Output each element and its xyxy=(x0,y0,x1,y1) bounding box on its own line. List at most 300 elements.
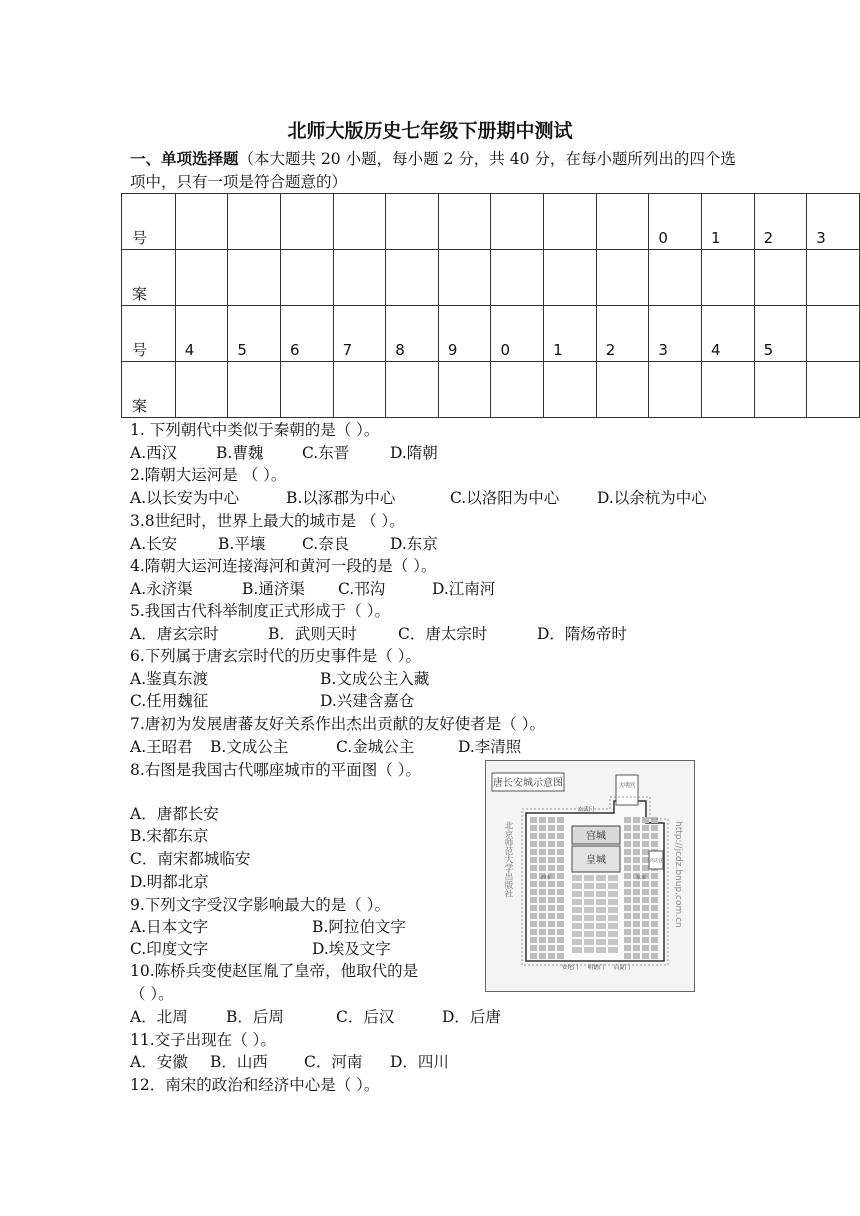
map-ward-block xyxy=(642,945,649,951)
map-ward-block xyxy=(596,899,606,905)
map-ward-block xyxy=(557,873,564,879)
map-label-west-market: 西市 xyxy=(541,875,552,881)
map-ward-block xyxy=(633,841,640,847)
map-ward-block xyxy=(530,817,537,823)
map-ward-block xyxy=(596,947,606,953)
map-ward-block xyxy=(572,899,582,905)
map-ward-block xyxy=(642,817,649,823)
q9-option-d: D.埃及文字 xyxy=(312,940,391,958)
q1-option-b: B.曹魏 xyxy=(216,444,264,462)
map-label-imperial-city: 皇城 xyxy=(586,855,606,866)
answer-table-cell xyxy=(807,362,860,418)
q8-option-d: D.明都北京 xyxy=(130,873,209,891)
map-ward-block xyxy=(608,875,618,881)
map-ward-block xyxy=(633,833,640,839)
map-ward-block xyxy=(548,897,555,903)
map-ward-block xyxy=(539,889,546,895)
q6-option-a: A.鉴真东渡 xyxy=(130,670,209,688)
map-ward-block xyxy=(633,905,640,911)
map-ward-block xyxy=(651,897,658,903)
map-ward-block xyxy=(608,883,618,889)
answer-table-cell xyxy=(491,250,544,306)
map-ward-block xyxy=(548,913,555,919)
map-ward-block xyxy=(530,921,537,927)
q5-option-d: D．隋炀帝时 xyxy=(537,625,627,643)
map-ward-block xyxy=(608,915,618,921)
map-ward-block xyxy=(596,891,606,897)
map-ward-block xyxy=(642,953,649,959)
answer-table-row xyxy=(122,194,860,250)
q5-option-c: C．唐太宗时 xyxy=(398,625,488,643)
page-title: 北师大版历史七年级下册期中测试 xyxy=(287,120,573,142)
map-ward-block xyxy=(633,897,640,903)
question-4: 4.隋朝大运河连接海河和黄河一段的是（ ）。 xyxy=(130,557,437,575)
map-ward-block xyxy=(584,907,594,913)
q1-option-c: C.东晋 xyxy=(302,444,350,462)
map-ward-block xyxy=(633,937,640,943)
map-ward-block xyxy=(557,833,564,839)
map-ward-block xyxy=(557,849,564,855)
map-ward-block xyxy=(548,953,555,959)
q4-option-d: D.江南河 xyxy=(432,580,496,598)
map-ward-block xyxy=(557,817,564,823)
question-8: 8.右图是我国古代哪座城市的平面图（ ）。 xyxy=(130,761,421,779)
map-ward-block xyxy=(624,953,631,959)
map-ward-block xyxy=(539,857,546,863)
question-2: 2.隋朝大运河是 （ ）。 xyxy=(130,466,287,484)
map-ward-block xyxy=(642,841,649,847)
map-ward-block xyxy=(557,841,564,847)
map-ward-block xyxy=(572,915,582,921)
map-ward-block xyxy=(572,931,582,937)
map-ward-block xyxy=(548,937,555,943)
map-ward-block xyxy=(548,857,555,863)
map-ward-block xyxy=(608,891,618,897)
q3-option-d: D.东京 xyxy=(390,535,438,553)
q1-option-a: A.西汉 xyxy=(130,444,178,462)
answer-table-cell: 2 xyxy=(596,306,649,362)
map-label-palace-city: 宫城 xyxy=(586,831,606,842)
q9-option-a: A.日本文字 xyxy=(130,918,209,936)
map-ward-block xyxy=(548,921,555,927)
q4-option-c: C.邗沟 xyxy=(338,580,386,598)
map-ward-block xyxy=(584,915,594,921)
map-ward-block xyxy=(530,849,537,855)
q11-option-a: A．安徽 xyxy=(130,1053,188,1071)
changan-map-figure xyxy=(485,760,695,992)
question-11: 11.交子出现在（ ）。 xyxy=(130,1031,276,1049)
answer-table-cell: 5 xyxy=(228,306,281,362)
answer-table-cell xyxy=(280,250,333,306)
map-ward-block xyxy=(548,889,555,895)
q2-option-b: B.以涿郡为中心 xyxy=(286,489,396,507)
map-ward-block xyxy=(608,899,618,905)
map-ward-block xyxy=(530,905,537,911)
map-ward-block xyxy=(539,913,546,919)
q11-option-d: D．四川 xyxy=(390,1053,449,1071)
map-ward-block xyxy=(530,873,537,879)
map-ward-block xyxy=(539,945,546,951)
map-ward-block xyxy=(539,897,546,903)
answer-table-cell xyxy=(175,194,228,250)
map-ward-block xyxy=(539,905,546,911)
answer-table-cell xyxy=(228,250,281,306)
q7-option-b: B.文成公主 xyxy=(210,738,289,756)
map-ward-block xyxy=(557,897,564,903)
map-ward-block xyxy=(624,897,631,903)
map-ward-block xyxy=(557,905,564,911)
answer-table-row-label: 案 xyxy=(122,362,176,418)
map-ward-block xyxy=(596,907,606,913)
map-ward-block xyxy=(642,881,649,887)
map-ward-block xyxy=(584,947,594,953)
map-ward-block xyxy=(633,929,640,935)
map-ward-block xyxy=(572,939,582,945)
answer-table-cell: 7 xyxy=(333,306,386,362)
map-ward-block xyxy=(530,929,537,935)
answer-table-cell: 3 xyxy=(649,306,702,362)
q10-option-d: D．后唐 xyxy=(442,1008,501,1026)
map-ward-block xyxy=(539,825,546,831)
answer-table-cell xyxy=(807,306,860,362)
map-ward-block xyxy=(596,939,606,945)
answer-table-row xyxy=(122,362,860,418)
map-ward-block xyxy=(530,841,537,847)
answer-table-cell xyxy=(596,194,649,250)
map-ward-block xyxy=(651,841,658,847)
map-ward-block xyxy=(584,939,594,945)
q3-option-c: C.奈良 xyxy=(302,535,350,553)
answer-table-row xyxy=(122,250,860,306)
q2-option-c: C.以洛阳为中心 xyxy=(450,489,560,507)
map-ward-block xyxy=(651,873,658,879)
question-12: 12．南宋的政治和经济中心是（ ）。 xyxy=(130,1076,380,1094)
map-ward-block xyxy=(651,817,658,823)
question-10-cont: （ ）。 xyxy=(130,985,174,1003)
q8-option-c: C．南宋都城临安 xyxy=(130,850,251,868)
map-ward-block xyxy=(530,953,537,959)
map-ward-block xyxy=(624,921,631,927)
answer-table xyxy=(121,193,860,418)
map-ward-block xyxy=(548,825,555,831)
map-ward-block xyxy=(651,953,658,959)
answer-table-cell xyxy=(175,250,228,306)
map-ward-block xyxy=(624,881,631,887)
map-ward-block xyxy=(633,945,640,951)
map-ward-block xyxy=(651,833,658,839)
map-ward-block xyxy=(539,841,546,847)
map-ward-block xyxy=(624,841,631,847)
map-ward-block xyxy=(642,889,649,895)
map-ward-block xyxy=(651,889,658,895)
answer-table-cell xyxy=(438,250,491,306)
answer-table-row-label: 号 xyxy=(122,306,176,362)
map-ward-block xyxy=(624,905,631,911)
map-ward-block xyxy=(633,865,640,871)
map-ward-block xyxy=(572,947,582,953)
map-ward-block xyxy=(530,937,537,943)
answer-table-row-label: 号 xyxy=(122,194,176,250)
answer-table-cell xyxy=(544,194,597,250)
question-6: 6.下列属于唐玄宗时代的历史事件是（ ）。 xyxy=(130,647,421,665)
map-ward-block xyxy=(633,817,640,823)
map-publisher-text: 北京师范大学出版社 xyxy=(503,821,513,898)
map-ward-block xyxy=(633,953,640,959)
map-watermark-url: http://jcdz.bnup.com.cn xyxy=(673,821,683,928)
map-ward-block xyxy=(557,825,564,831)
answer-table-cell xyxy=(280,194,333,250)
map-ward-block xyxy=(572,923,582,929)
map-ward-block xyxy=(530,945,537,951)
map-label-xuanwu-gate: 玄武门 xyxy=(577,807,595,813)
section-header xyxy=(130,148,740,194)
map-ward-block xyxy=(651,881,658,887)
map-ward-block xyxy=(624,817,631,823)
map-ward-block xyxy=(624,873,631,879)
answer-table-cell xyxy=(333,362,386,418)
question-9: 9.下列文字受汉字影响最大的是（ ）。 xyxy=(130,896,390,914)
map-ward-block xyxy=(530,857,537,863)
map-ward-block xyxy=(557,881,564,887)
map-ward-block xyxy=(572,875,582,881)
map-ward-block xyxy=(557,865,564,871)
answer-table-cell xyxy=(386,250,439,306)
map-ward-block xyxy=(642,921,649,927)
map-ward-block xyxy=(642,905,649,911)
question-5: 5.我国古代科举制度正式形成于（ ）。 xyxy=(130,602,390,620)
map-ward-block xyxy=(642,937,649,943)
map-ward-block xyxy=(633,913,640,919)
map-ward-block xyxy=(608,923,618,929)
map-ward-block xyxy=(642,865,649,871)
map-ward-block xyxy=(642,913,649,919)
answer-table-cell xyxy=(544,250,597,306)
map-ward-block xyxy=(608,907,618,913)
map-ward-block xyxy=(548,929,555,935)
map-ward-block xyxy=(539,865,546,871)
map-ward-block xyxy=(651,921,658,927)
answer-table-row-label: 案 xyxy=(122,250,176,306)
map-ward-block xyxy=(642,849,649,855)
map-ward-block xyxy=(548,833,555,839)
section-note: （本大题共 20 小题，每小题 2 分，共 40 分，在每小题所列出的四个选项中，只有一项是符合题意的） xyxy=(130,150,736,191)
map-ward-block xyxy=(548,841,555,847)
answer-table-cell: 6 xyxy=(280,306,333,362)
question-7: 7.唐初为发展唐蕃友好关系作出杰出贡献的友好使者是（ ）。 xyxy=(130,715,545,733)
answer-table-cell: 5 xyxy=(754,306,807,362)
map-ward-block xyxy=(651,945,658,951)
map-ward-block xyxy=(624,849,631,855)
answer-table-cell xyxy=(649,362,702,418)
q4-option-b: B.通济渠 xyxy=(242,580,305,598)
map-ward-block xyxy=(642,857,649,863)
answer-table-cell xyxy=(386,362,439,418)
map-ward-block xyxy=(596,883,606,889)
answer-table-cell xyxy=(386,194,439,250)
map-ward-block xyxy=(548,945,555,951)
map-ward-block xyxy=(530,897,537,903)
map-ward-block xyxy=(584,923,594,929)
map-ward-block xyxy=(642,929,649,935)
map-ward-block xyxy=(642,825,649,831)
map-ward-block xyxy=(572,907,582,913)
map-ward-block xyxy=(539,881,546,887)
answer-table-cell: 9 xyxy=(438,306,491,362)
q8-option-b: B.宋都东京 xyxy=(130,827,209,845)
map-ward-block xyxy=(548,865,555,871)
q3-option-b: B.平壤 xyxy=(218,535,266,553)
answer-table-cell xyxy=(333,250,386,306)
q6-option-c: C.任用魏征 xyxy=(130,692,209,710)
answer-table-cell: 4 xyxy=(701,306,754,362)
answer-table-cell xyxy=(491,362,544,418)
map-ward-block xyxy=(624,825,631,831)
map-ward-block xyxy=(596,931,606,937)
map-ward-block xyxy=(539,817,546,823)
map-ward-block xyxy=(633,849,640,855)
map-ward-block xyxy=(530,881,537,887)
map-ward-block xyxy=(651,929,658,935)
map-ward-block xyxy=(584,875,594,881)
map-ward-block xyxy=(539,929,546,935)
answer-table-cell xyxy=(596,362,649,418)
answer-table-cell: 1 xyxy=(544,306,597,362)
map-ward-block xyxy=(539,921,546,927)
map-ward-block xyxy=(624,913,631,919)
map-ward-block xyxy=(651,825,658,831)
map-ward-block xyxy=(557,857,564,863)
map-ward-block xyxy=(608,939,618,945)
answer-table-cell xyxy=(491,194,544,250)
answer-table-cell xyxy=(280,362,333,418)
q11-option-c: C．河南 xyxy=(304,1053,363,1071)
q6-option-b: B.文成公主入藏 xyxy=(320,670,430,688)
map-ward-block xyxy=(624,937,631,943)
answer-table-cell: 2 xyxy=(754,194,807,250)
map-ward-block xyxy=(624,865,631,871)
q5-option-b: B．武则天时 xyxy=(268,625,357,643)
map-ward-block xyxy=(633,921,640,927)
map-ward-block xyxy=(530,913,537,919)
map-ward-block xyxy=(548,881,555,887)
q2-option-a: A.以长安为中心 xyxy=(130,489,240,507)
map-ward-block xyxy=(557,913,564,919)
map-ward-block xyxy=(596,923,606,929)
map-ward-block xyxy=(624,929,631,935)
answer-table-cell xyxy=(438,194,491,250)
answer-table-cell xyxy=(754,250,807,306)
map-ward-block xyxy=(651,937,658,943)
map-ward-block xyxy=(557,921,564,927)
map-ward-block xyxy=(557,945,564,951)
answer-table-cell: 4 xyxy=(175,306,228,362)
q5-option-a: A．唐玄宗时 xyxy=(130,625,219,643)
map-ward-block xyxy=(624,889,631,895)
map-ward-block xyxy=(539,849,546,855)
map-ward-block xyxy=(557,937,564,943)
map-label-qixia-gate: 启夏门 xyxy=(613,965,631,971)
map-label-xingqing-palace: 兴庆宫 xyxy=(649,859,663,864)
answer-table-cell xyxy=(754,362,807,418)
map-label-mingde-gate: 明德门 xyxy=(587,965,605,971)
answer-table-cell xyxy=(807,250,860,306)
map-ward-block xyxy=(584,891,594,897)
map-ward-block xyxy=(548,905,555,911)
map-ward-block xyxy=(633,889,640,895)
map-ward-block xyxy=(539,833,546,839)
answer-table-cell: 0 xyxy=(649,194,702,250)
q3-option-a: A.长安 xyxy=(130,535,178,553)
map-ward-block xyxy=(530,865,537,871)
answer-table-cell: 3 xyxy=(807,194,860,250)
map-label-anhua-gate: 安化门 xyxy=(561,965,579,971)
map-ward-block xyxy=(633,881,640,887)
q2-option-d: D.以余杭为中心 xyxy=(597,489,707,507)
map-ward-block xyxy=(557,929,564,935)
answer-table-cell xyxy=(175,362,228,418)
map-label-daming-palace: 大明宫 xyxy=(618,783,636,789)
answer-table-cell xyxy=(228,194,281,250)
map-ward-block xyxy=(608,947,618,953)
answer-table-cell xyxy=(596,250,649,306)
q1-option-d: D.隋朝 xyxy=(390,444,438,462)
question-10: 10.陈桥兵变使赵匡胤了皇帝，他取代的是 xyxy=(130,962,419,980)
answer-table-cell: 1 xyxy=(701,194,754,250)
map-ward-block xyxy=(530,825,537,831)
map-ward-block xyxy=(633,857,640,863)
section-heading: 一、单项选择题 xyxy=(130,150,239,168)
map-ward-block xyxy=(596,915,606,921)
map-ward-block xyxy=(608,931,618,937)
answer-table-cell xyxy=(544,362,597,418)
map-ward-block xyxy=(624,945,631,951)
map-ward-block xyxy=(539,953,546,959)
map-ward-block xyxy=(530,833,537,839)
answer-table-cell: 8 xyxy=(386,306,439,362)
map-ward-block xyxy=(548,817,555,823)
map-ward-block xyxy=(633,825,640,831)
answer-table-cell xyxy=(333,194,386,250)
map-ward-block xyxy=(651,905,658,911)
q9-option-b: B.阿拉伯文字 xyxy=(312,918,406,936)
answer-table-cell xyxy=(228,362,281,418)
map-ward-block xyxy=(530,889,537,895)
map-ward-block xyxy=(642,897,649,903)
q11-option-b: B．山西 xyxy=(210,1053,268,1071)
map-ward-block xyxy=(584,883,594,889)
map-ward-block xyxy=(642,833,649,839)
map-label-east-market: 东市 xyxy=(636,875,647,881)
answer-table-cell xyxy=(701,362,754,418)
answer-table-cell xyxy=(649,250,702,306)
q7-option-c: C.金城公主 xyxy=(336,738,415,756)
question-1: 1. 下列朝代中类似于秦朝的是（ ）。 xyxy=(130,421,380,439)
answer-table-cell xyxy=(438,362,491,418)
answer-table-row xyxy=(122,306,860,362)
map-ward-block xyxy=(624,857,631,863)
map-ward-block xyxy=(651,913,658,919)
q10-option-a: A．北周 xyxy=(130,1008,188,1026)
q4-option-a: A.永济渠 xyxy=(130,580,193,598)
map-ward-block xyxy=(584,899,594,905)
map-title: 唐长安城示意图 xyxy=(493,778,563,789)
q6-option-d: D.兴建含嘉仓 xyxy=(320,692,415,710)
q7-option-d: D.李清照 xyxy=(458,738,522,756)
map-ward-block xyxy=(548,849,555,855)
map-ward-block xyxy=(596,875,606,881)
q9-option-c: C.印度文字 xyxy=(130,940,209,958)
map-ward-block xyxy=(557,953,564,959)
